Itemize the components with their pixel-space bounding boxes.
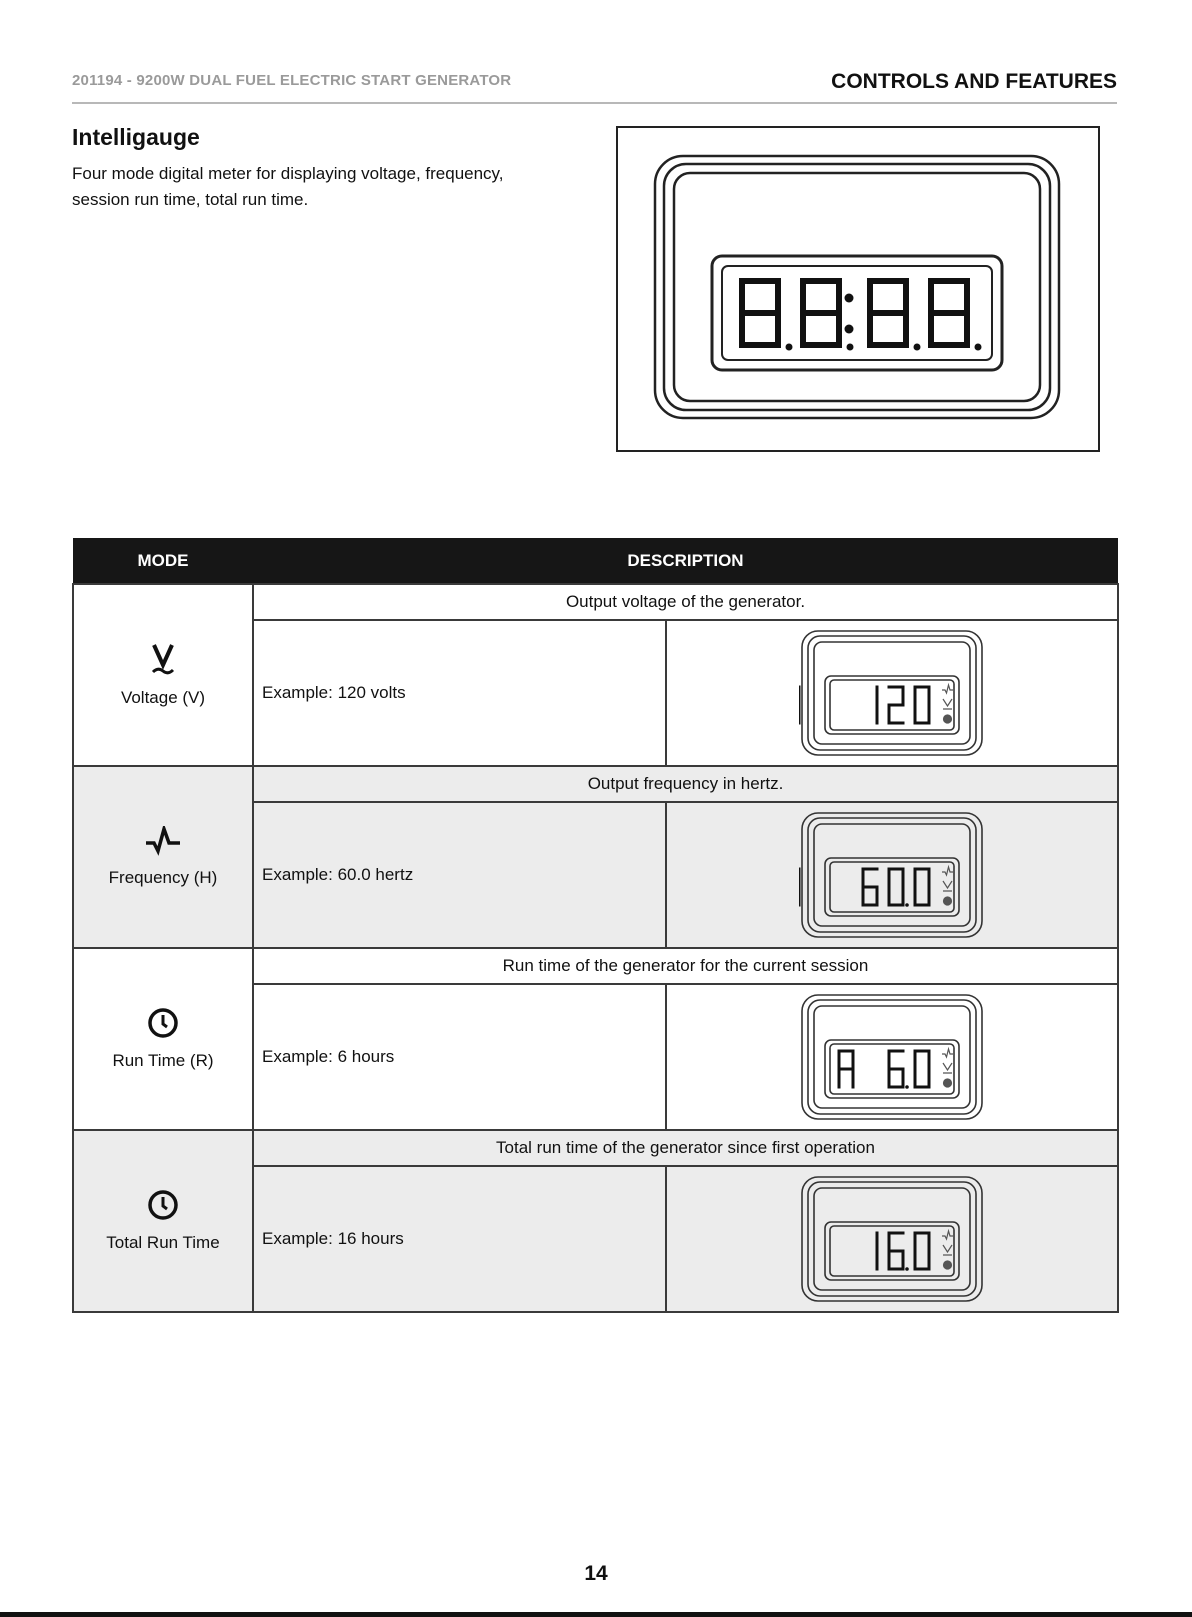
example-text: Example: 60.0 hertz <box>253 802 666 948</box>
lcd-dot <box>914 344 921 351</box>
example-display-cell <box>666 1166 1118 1312</box>
frequency-indicator-icon <box>942 1231 953 1239</box>
mode-description: Output frequency in hertz. <box>253 766 1118 802</box>
lcd-dot <box>905 1267 909 1271</box>
lcd-bezel <box>802 995 982 1119</box>
example-lcd-display <box>799 992 985 1122</box>
document-title: 201194 - 9200W DUAL FUEL ELECTRIC START GENERATOR <box>72 72 512 89</box>
bottom-rule <box>0 1612 1192 1617</box>
clock-icon <box>147 1007 179 1039</box>
lcd-frame-outline <box>808 1000 976 1114</box>
lcd-frame-outline <box>802 1177 982 1301</box>
section-title: CONTROLS AND FEATURES <box>831 70 1117 93</box>
example-text: Example: 6 hours <box>253 984 666 1130</box>
example-text: Example: 120 volts <box>253 620 666 766</box>
page-number: 14 <box>584 1562 608 1585</box>
mode-label: Voltage (V) <box>120 688 206 707</box>
clock-indicator-icon <box>944 1079 952 1087</box>
lcd-digits <box>839 1051 929 1089</box>
mode-label: Run Time (R) <box>112 1051 214 1070</box>
frequency-indicator-icon <box>942 1049 953 1057</box>
lcd-dot <box>845 325 854 334</box>
intro-heading: Intelligauge <box>72 124 200 150</box>
mode-column-header: MODE <box>73 538 253 584</box>
seven-segment-digits <box>742 281 982 351</box>
intro-section <box>72 124 542 213</box>
lcd-frame-outline <box>825 858 959 916</box>
table-header-row <box>73 538 1118 584</box>
voltage-indicator-icon <box>943 1063 952 1073</box>
example-display-cell <box>666 620 1118 766</box>
lcd-bezel <box>802 813 982 937</box>
mode-label: Frequency (H) <box>108 868 218 887</box>
lcd-bezel <box>802 1177 982 1301</box>
lcd-digits <box>799 869 929 907</box>
lcd-digits <box>877 1233 929 1271</box>
voltage-indicator-icon <box>943 881 952 891</box>
mode-indicator-icons <box>942 1049 953 1087</box>
frequency-indicator-icon <box>942 867 953 875</box>
mode-description: Output voltage of the generator. <box>253 584 1118 620</box>
table-row <box>73 1130 1118 1166</box>
mode-indicator-icons <box>942 867 953 905</box>
example-lcd-display <box>799 1174 985 1304</box>
clock-indicator-icon <box>944 1261 952 1269</box>
table-row <box>73 766 1118 802</box>
mode-cell <box>73 766 253 948</box>
lcd-frame-outline <box>802 813 982 937</box>
lcd-dot <box>845 294 854 303</box>
lcd-bezel <box>802 631 982 755</box>
frequency-indicator-icon <box>942 685 953 693</box>
lcd-frame-outline <box>808 1182 976 1296</box>
clock-indicator-icon <box>944 715 952 723</box>
clock-indicator-icon <box>944 897 952 905</box>
mode-label: Total Run Time <box>106 1233 220 1252</box>
lcd-dot <box>975 344 982 351</box>
mode-description: Total run time of the generator since first operation <box>253 1130 1118 1166</box>
lcd-dot <box>905 903 909 907</box>
frequency-icon <box>145 826 181 856</box>
table-row <box>73 948 1118 984</box>
example-text: Example: 16 hours <box>253 1166 666 1312</box>
lcd-dot <box>905 1085 909 1089</box>
table-row <box>73 584 1118 620</box>
lcd-dot <box>786 344 793 351</box>
mode-cell <box>73 584 253 766</box>
lcd-frame-outline <box>808 636 976 750</box>
mode-table <box>72 538 1119 1313</box>
intro-body: Four mode digital meter for displaying voltage, frequency, session run time, total run time. <box>72 164 504 209</box>
voltage-indicator-icon <box>943 1245 952 1255</box>
mode-description: Run time of the generator for the current session <box>253 948 1118 984</box>
mode-indicator-icons <box>942 1231 953 1269</box>
lcd-frame-outline <box>802 995 982 1119</box>
lcd-dot <box>847 344 854 351</box>
example-lcd-display <box>799 810 985 940</box>
page-header <box>72 70 1117 104</box>
mode-cell <box>73 1130 253 1312</box>
voltage-indicator-icon <box>943 699 952 709</box>
example-lcd-display <box>799 628 985 758</box>
example-display-cell <box>666 802 1118 948</box>
clock-icon <box>147 1189 179 1221</box>
lcd-digits <box>799 687 929 723</box>
lcd-frame-outline <box>808 818 976 932</box>
voltage-icon <box>150 642 176 676</box>
intelligauge-display-drawing <box>618 128 1098 450</box>
description-column-header: DESCRIPTION <box>253 538 1118 584</box>
mode-indicator-icons <box>942 685 953 723</box>
example-display-cell <box>666 984 1118 1130</box>
mode-cell <box>73 948 253 1130</box>
lcd-frame-outline <box>802 631 982 755</box>
intelligauge-illustration <box>616 126 1100 452</box>
